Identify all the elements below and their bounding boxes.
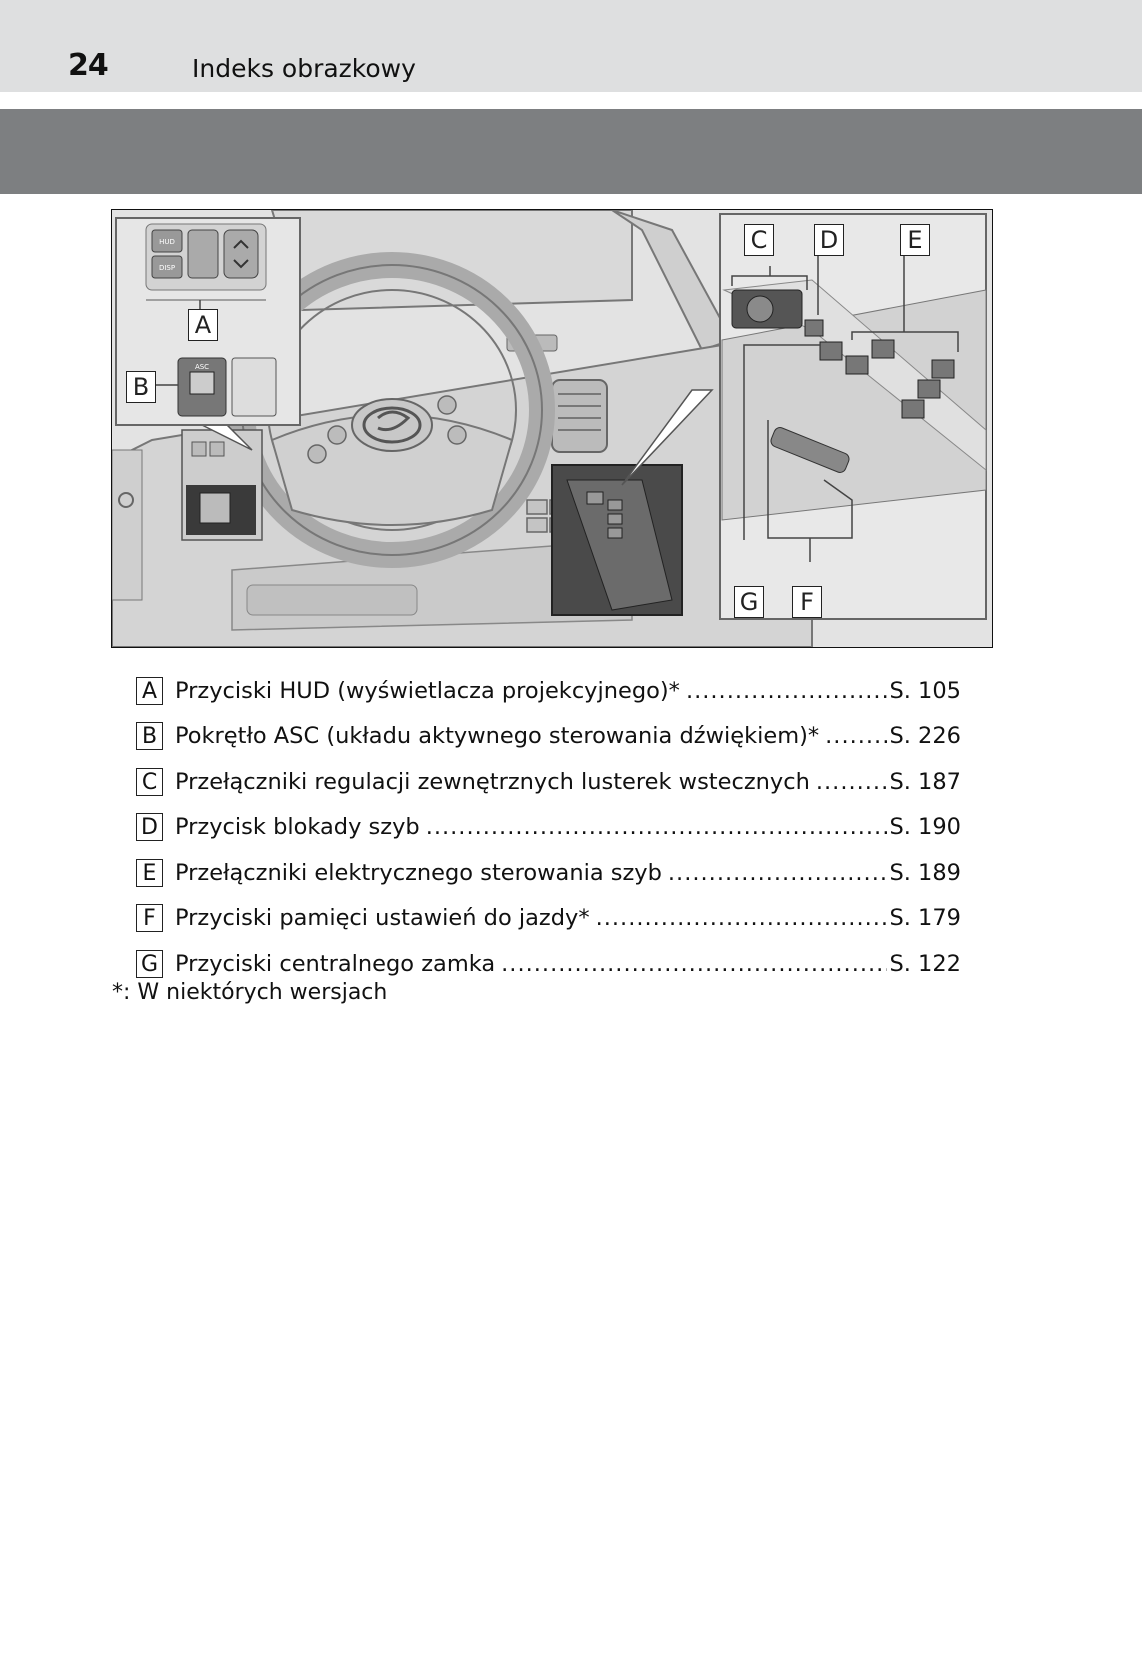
legend-text: Przycisk blokady szyb [175, 814, 420, 841]
asc-label: ASC [194, 363, 210, 371]
section-band [0, 109, 1142, 194]
leader-dots [816, 769, 888, 795]
page-reference[interactable]: S. 179 [889, 905, 961, 932]
legend-letter: D [136, 813, 163, 841]
page-reference[interactable]: S. 226 [889, 723, 961, 750]
page-reference[interactable]: S. 105 [889, 677, 961, 704]
leader-dots [501, 951, 887, 977]
callout-d: D [814, 224, 844, 256]
hud-button-label: HUD [159, 238, 175, 246]
legend-text: Pokrętło ASC (układu aktywnego sterowania dźwiękiem)* [175, 723, 820, 750]
legend-letter: A [136, 677, 163, 705]
legend-item [136, 759, 961, 805]
page-reference[interactable]: S. 190 [889, 814, 961, 841]
legend-letter: F [136, 904, 163, 932]
page-number: 24 [68, 48, 108, 83]
leader-dots [596, 905, 888, 931]
page-header [0, 0, 1142, 92]
section-title: Indeks obrazkowy [192, 54, 416, 83]
legend-letter: B [136, 722, 163, 750]
legend-text: Przełączniki elektrycznego sterowania szyb [175, 859, 662, 886]
legend-list [136, 668, 961, 987]
callout-e: E [900, 224, 930, 256]
leader-dots [825, 723, 887, 749]
callout-g: G [734, 586, 764, 618]
dashboard-drawing [112, 210, 992, 647]
legend-item [136, 714, 961, 760]
legend-item [136, 668, 961, 714]
callout-a: A [188, 309, 218, 341]
footnote: *: W niektórych wersjach [112, 980, 388, 1005]
disp-button-label: DISP [158, 264, 176, 272]
legend-text: Przyciski pamięci ustawień do jazdy* [175, 905, 590, 932]
legend-item [136, 896, 961, 942]
legend-item [136, 805, 961, 851]
legend-item [136, 850, 961, 896]
legend-text: Przyciski HUD (wyświetlacza projekcyjnego)* [175, 677, 680, 704]
legend-text: Przyciski centralnego zamka [175, 950, 496, 977]
leader-dots [426, 814, 888, 840]
callout-f: F [792, 586, 822, 618]
legend-text: Przełączniki regulacji zewnętrznych lusterek wstecznych [175, 768, 810, 795]
page-reference[interactable]: S. 189 [889, 859, 961, 886]
legend-letter: E [136, 859, 163, 887]
page-reference[interactable]: S. 187 [889, 768, 961, 795]
page-reference[interactable]: S. 122 [889, 950, 961, 977]
leader-dots [686, 678, 888, 704]
callout-b: B [126, 371, 156, 403]
leader-dots [668, 860, 888, 886]
legend-letter: C [136, 768, 163, 796]
dashboard-illustration [111, 209, 993, 648]
legend-letter: G [136, 950, 163, 978]
callout-c: C [744, 224, 774, 256]
